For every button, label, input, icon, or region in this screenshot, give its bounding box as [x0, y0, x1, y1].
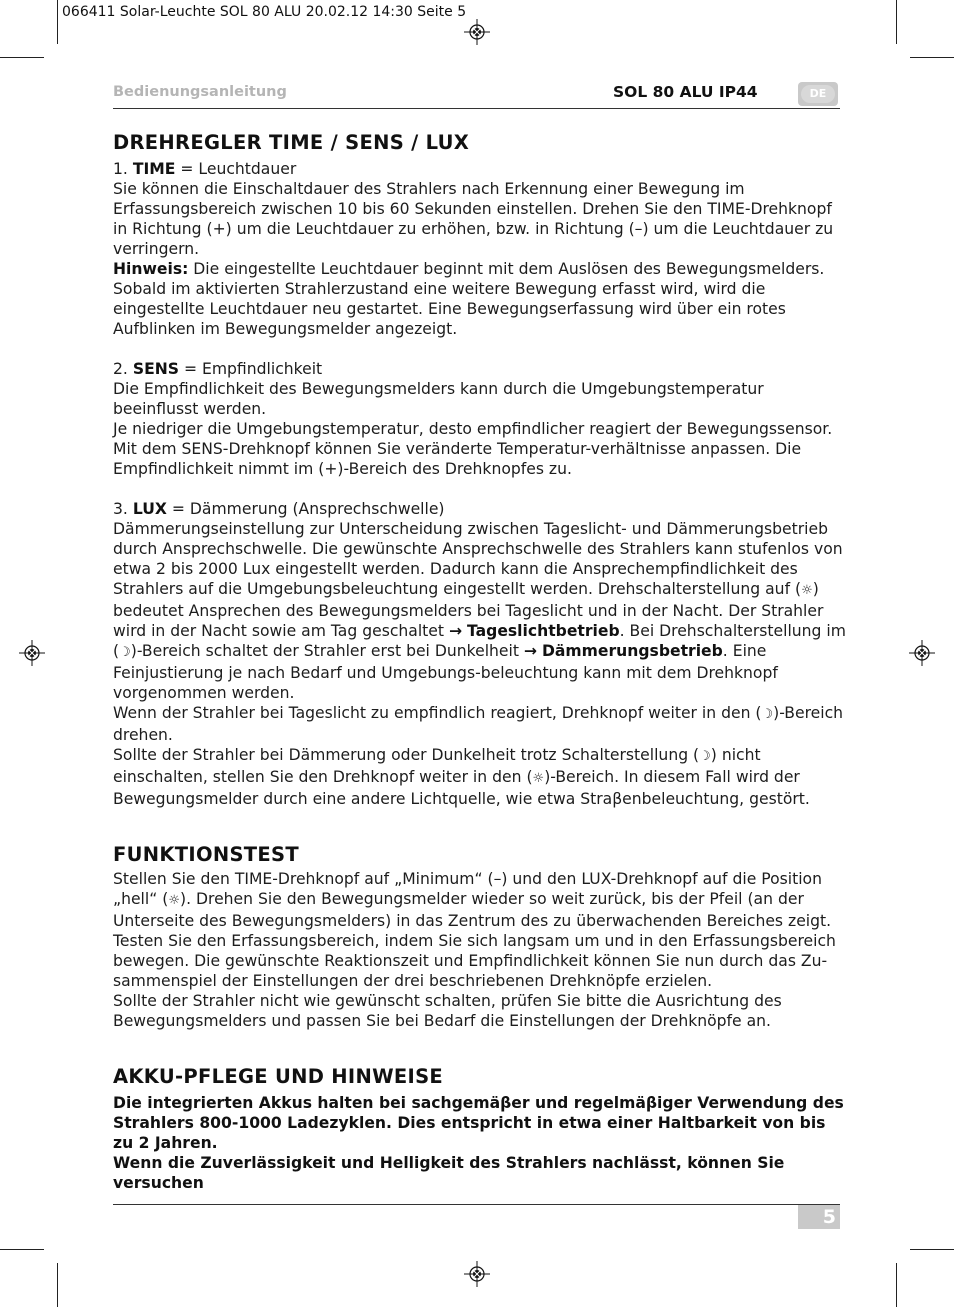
- tageslichtbetrieb-term: Tageslichtbetrieb: [467, 622, 620, 640]
- text-run: . Eine Feinjustierung je nach Bedarf und Umgebungs-beleuchtung kann mit dem Drehknopf vorgenommen werden.: [113, 642, 778, 702]
- crop-mark: [57, 1263, 58, 1307]
- time-hint: [113, 259, 849, 339]
- crop-mark: [910, 57, 954, 58]
- hint-label: Hinweis:: [113, 260, 189, 278]
- lux-text-1: [113, 519, 849, 703]
- lux-term-desc: = Dämmerung (Ansprechschwelle): [166, 500, 445, 518]
- text-run: Dämmerungseinstellung zur Unterscheidung zwischen Tageslicht- und Dämmerungsbetrieb durch Ansprechschwelle. Die gewünschte Ansprechschwelle des Strahlers kann stufenlos von etwa 2 bis 2000 Lux eingestellt werden. Dadurch kann die Ansprechempfindlichkeit des Strahlers auf die Umgebungsbeleuchtung eingestellt werden. Drehschalterstellung auf (: [113, 520, 843, 598]
- page-number: 5: [798, 1205, 840, 1229]
- arrow-icon: →: [448, 622, 463, 640]
- moon-icon: ☽: [761, 707, 774, 722]
- text-run: ) nicht einschalten, stellen Sie den Drehknopf weiter in den (: [113, 746, 761, 786]
- text-run: )-Bereich schaltet der Strahler erst bei Dunkelheit: [130, 642, 524, 660]
- sun-icon: ☼: [532, 771, 545, 786]
- time-term-desc: = Leuchtdauer: [175, 160, 297, 178]
- moon-icon: ☽: [699, 749, 711, 764]
- sens-text-1: Die Empfindlichkeit des Bewegungsmelders kann durch die Umgebungstemperatur beeinflusst werden.: [113, 380, 764, 418]
- list-number: 3.: [113, 500, 133, 518]
- time-heading: [113, 159, 849, 179]
- text-run: . Bei Drehschalterstellung im (: [113, 622, 846, 660]
- list-number: 1.: [113, 160, 133, 178]
- lux-heading: [113, 499, 849, 519]
- sens-term-desc: = Empfindlichkeit: [179, 360, 323, 378]
- registration-mark-icon: [464, 1261, 490, 1287]
- akku-text-1: Die integrierten Akkus halten bei sachgemäβer und regelmäβiger Verwendung des Strahlers 800-1000 Ladezyklen. Dies entspricht in etwa einer Haltbarkeit von bis zu 2 Jahren.: [113, 1094, 844, 1152]
- print-slug: 066411 Solar-Leuchte SOL 80 ALU 20.02.12 14:30 Seite 5: [62, 4, 467, 20]
- text-run: Sollte der Strahler bei Dämmerung oder Dunkelheit trotz Schalterstellung (: [113, 746, 700, 764]
- daemmerungsbetrieb-term: Dämmerungsbetrieb: [541, 642, 723, 660]
- text-run: ) bedeutet Ansprechen des Bewegungsmelders bei Tageslicht und in der Nacht. Der Strahler wird in der Nacht sowie am Tag geschaltet: [113, 580, 824, 640]
- arrow-icon: →: [523, 642, 537, 660]
- funktionstest-text-1: [113, 869, 849, 991]
- header-rule: [113, 108, 840, 109]
- crop-mark: [0, 1249, 44, 1250]
- sens-heading: [113, 359, 849, 379]
- document-body: [113, 130, 849, 1193]
- crop-mark: [910, 1249, 954, 1250]
- footer-rule: [113, 1204, 840, 1205]
- section-title-funktionstest: FUNKTIONSTEST: [113, 843, 299, 866]
- hint-text: Die eingestellte Leuchtdauer beginnt mit dem Auslösen des Bewegungsmelders. Sobald im aktivierten Strahlerzustand eine weitere Bewegung erfasst wird, wird die eingestellte Leuchtdauer neu gestartet. Eine Bewegungserfassung wird über ein rotes Aufblinken im Bewegungsmelder angezeigt.: [113, 260, 825, 338]
- sens-term: SENS: [132, 360, 180, 378]
- language-badge-label: DE: [801, 85, 835, 103]
- registration-mark-icon: [909, 640, 935, 666]
- registration-mark-icon: [19, 640, 45, 666]
- sun-icon: ☼: [801, 583, 813, 598]
- text-run: Stellen Sie den TIME-Drehknopf auf „Minimum“ (–) und den LUX-Drehknopf auf die Position „hell“ (: [113, 870, 822, 908]
- language-badge: [798, 82, 838, 106]
- crop-mark: [57, 0, 58, 44]
- crop-mark: [896, 0, 897, 44]
- time-term: TIME: [132, 160, 176, 178]
- moon-icon: ☽: [119, 645, 131, 660]
- header-product-name: SOL 80 ALU IP44: [613, 83, 758, 101]
- lux-text-3: [113, 745, 849, 809]
- section-title-akku: AKKU-PFLEGE UND HINWEISE: [113, 1065, 444, 1088]
- crop-mark: [896, 1263, 897, 1307]
- registration-mark-icon: [464, 19, 490, 45]
- section-title-drehregler: DREHREGLER TIME / SENS / LUX: [113, 131, 470, 154]
- lux-term: LUX: [132, 500, 167, 518]
- sens-text-2: Je niedriger die Umgebungstemperatur, desto empfindlicher reagiert der Bewegungssensor. Mit dem SENS-Drehknopf können Sie veränderte Temperatur-verhältnisse anpassen. Die Empfindlichkeit nimmt im (+)-Bereich des Drehknopfes zu.: [113, 420, 833, 478]
- crop-mark: [0, 57, 44, 58]
- lux-text-2: [113, 703, 849, 745]
- akku-text-2: Wenn die Zuverlässigkeit und Helligkeit des Strahlers nachlässt, können Sie versuchen: [113, 1154, 785, 1192]
- funktionstest-text-2: Sollte der Strahler nicht wie gewünscht schalten, prüfen Sie bitte die Ausrichtung des Bewegungsmelders und passen Sie bei Bedarf die Einstellungen der Drehknöpfe an.: [113, 992, 782, 1030]
- time-text: Sie können die Einschaltdauer des Strahlers nach Erkennung einer Bewegung im Erfassungsbereich zwischen 10 bis 60 Sekunden einstellen. Drehen Sie den TIME-Drehknopf in Richtung (+) um die Leuchtdauer zu erhöhen, bzw. in Richtung (–) um die Leuchtdauer zu verringern.: [113, 180, 834, 258]
- list-number: 2.: [113, 360, 133, 378]
- text-run: Wenn der Strahler bei Tageslicht zu empfindlich reagiert, Drehknopf weiter in den (: [113, 704, 762, 722]
- text-run: )-Bereich drehen.: [113, 704, 844, 744]
- header-manual-label: Bedienungsanleitung: [113, 84, 287, 100]
- text-run: ). Drehen Sie den Bewegungsmelder wieder so weit zurück, bis der Pfeil (an der Unterseite des Bewegungsmelders) in das Zentrum des zu überwachenden Bereiches zeigt. Testen Sie den Erfassungsbereich, indem Sie sich langsam um und in den Erfassungsbereich bewegen. Die gewünschte Reaktionszeit und Empfindlichkeit können Sie nun durch das Zu-sammenspiel der Einstellungen der drei beschriebenen Drehknöpfe erzielen.: [113, 890, 836, 990]
- text-run: )-Bereich. In diesem Fall wird der Bewegungsmelder durch eine andere Lichtquelle, wie etwa Straβenbeleuchtung, gestört.: [113, 768, 810, 808]
- sun-icon: ☼: [168, 893, 180, 908]
